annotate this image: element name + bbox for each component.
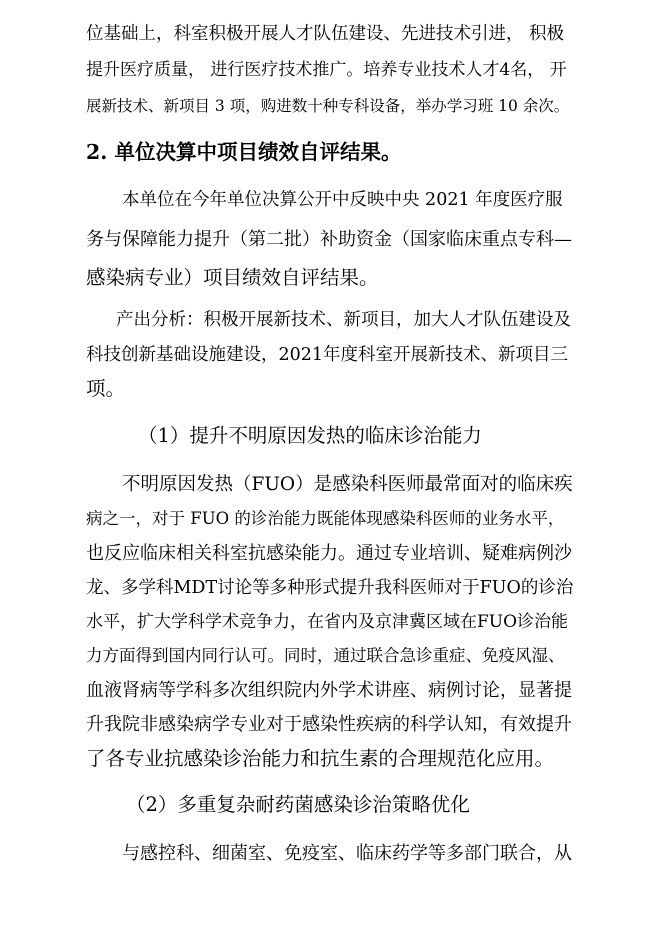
section-heading: 2. 单位决算中项目绩效自评结果。 [86,140,402,164]
fuo-paragraph-line-1: 不明原因发热（FUO）是感染科医师最常面对的临床疾 [122,474,573,495]
fuo-paragraph-line-3: 也反应临床相关科室抗感染能力。通过专业培训、疑难病例沙 [86,543,572,564]
output-paragraph-line-1: 产出分析：积极开展新技术、新项目，加大人才队伍建设及 [116,310,571,330]
mdr-paragraph-line-1: 与感控科、细菌室、免疫室、临床药学等多部门联合，从 [122,843,572,864]
fuo-paragraph-line-5: 水平，扩大学科学术竞争力，在省内及京津冀区域在FUO诊治能 [86,612,569,632]
intro-line-1: 位基础上，科室积极开展人才队伍建设、先进技术引进， 积极 [86,24,565,44]
output-paragraph-line-2: 科技创新基础设施建设，2021年度科室开展新技术、新项目三 [86,345,569,365]
intro-line-3: 展新技术、新项目 3 项，购进数十种专科设备，举办学习班 10 余次。 [86,97,570,115]
fuo-paragraph-line-2: 病之一，对于 FUO 的诊治能力既能体现感染科医师的业务水平， [86,509,565,528]
eval-paragraph-line-3: 感染病专业）项目绩效自评结果。 [86,266,379,289]
eval-paragraph-line-2: 务与保障能力提升（第二批）补助资金（国家临床重点专科— [86,229,572,250]
subheading-mdr: （2）多重复杂耐药菌感染诊治策略优化 [126,793,470,816]
fuo-paragraph-line-7: 血液肾病等学科多次组织院内外学术讲座、病例讨论，显著提 [86,680,572,701]
fuo-paragraph-line-6: 力方面得到国内同行认可。同时，通过联合急诊重症、免疫风湿、 [86,646,565,665]
eval-paragraph-line-1: 本单位在今年单位决算公开中反映中央 2021 年度医疗服 [122,190,563,210]
fuo-paragraph-line-9: 了各专业抗感染诊治能力和抗生素的合理规范化应用。 [86,747,555,770]
subheading-fuo: （1）提升不明原因发热的临床诊治能力 [138,424,482,447]
fuo-paragraph-line-4: 龙、多学科MDT讨论等多种形式提升我科医师对于FUO的诊治 [86,578,574,598]
fuo-paragraph-line-8: 升我院非感染病学专业对于感染性疾病的科学认知，有效提升 [86,714,572,735]
intro-line-2: 提升医疗质量， 进行医疗技术推广。培养专业技术人才4名， 开 [86,60,567,80]
output-paragraph-line-3: 项。 [86,377,126,400]
